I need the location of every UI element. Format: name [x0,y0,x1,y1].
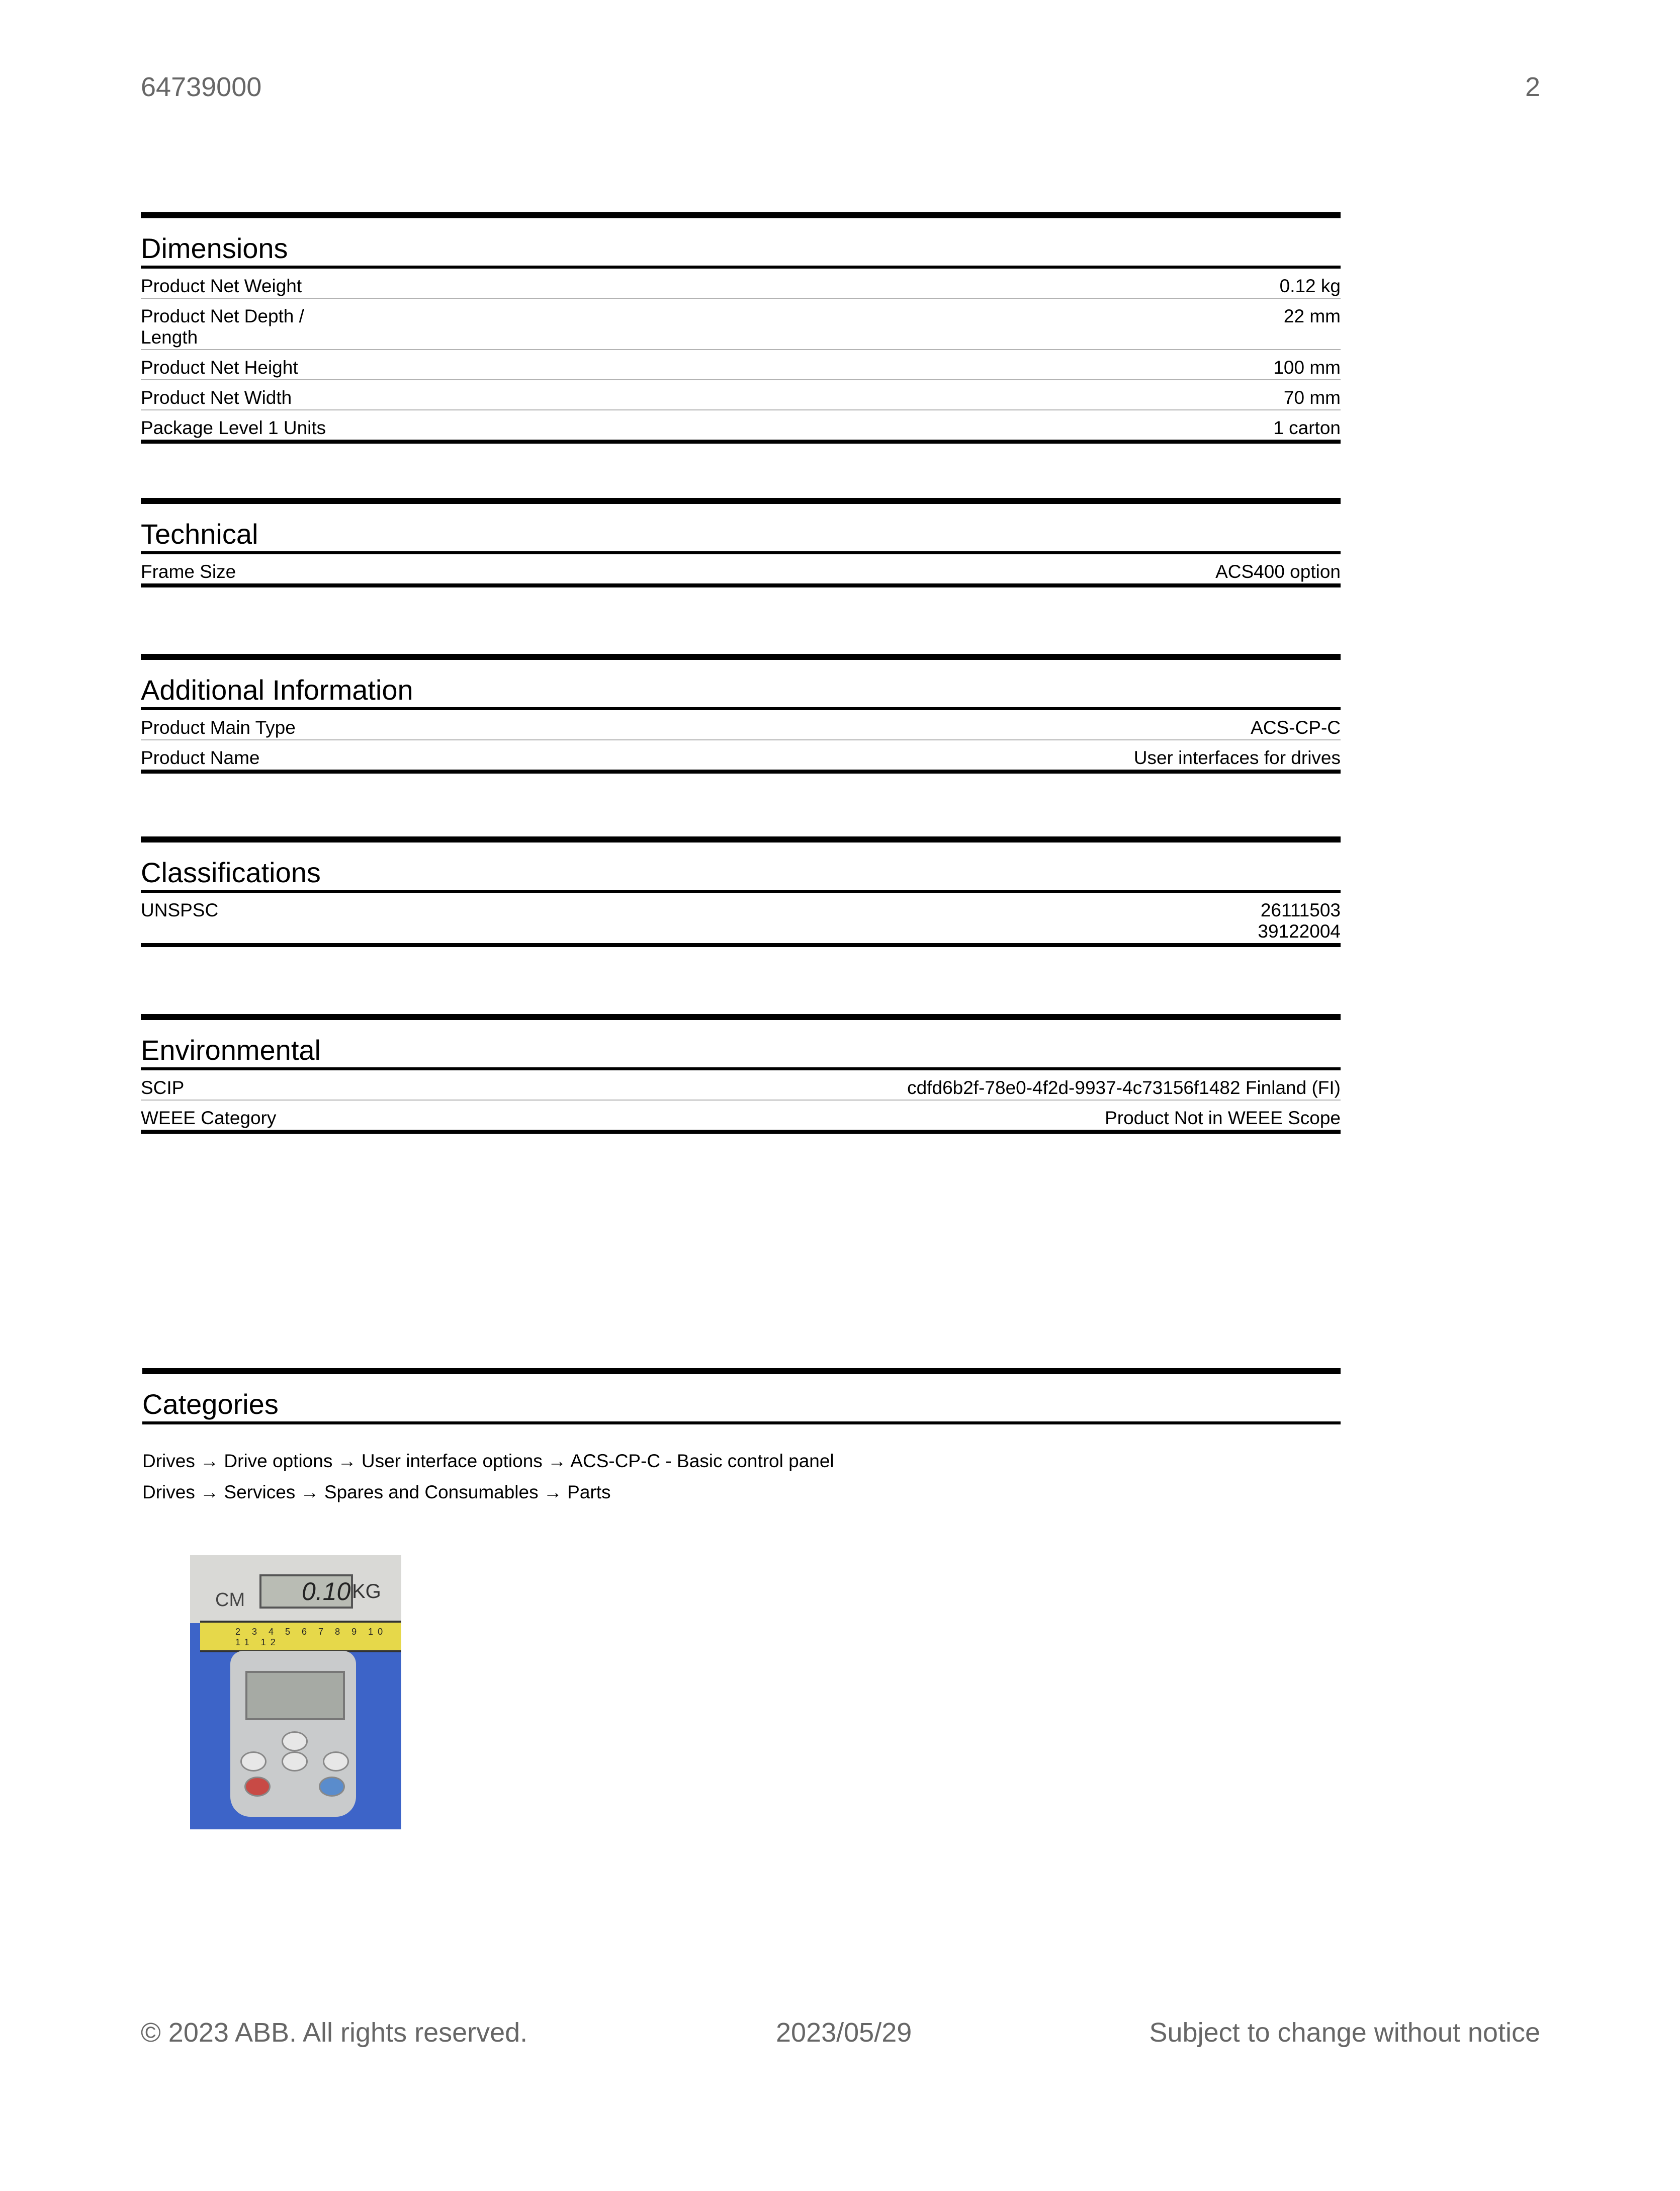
row-value: User interfaces for drives [1133,747,1341,768]
row-label: Product Main Type [141,717,296,738]
row-value: 0.12 kg [1279,276,1341,296]
device-screen [245,1671,345,1720]
right-button-icon [323,1751,349,1772]
row-label: Product Net Weight [141,276,302,296]
category-path: Drives → Drive options → User interface options → ACS-CP-C - Basic control panel [142,1451,834,1471]
row-label: Product Net Width [141,387,292,408]
section-title: Dimensions [141,232,288,264]
row-label: Package Level 1 Units [141,417,326,438]
row-value: 1 carton [1273,417,1341,438]
up-arrow-button-icon [282,1731,308,1751]
tape-unit: CM [215,1589,245,1611]
classifications-section [141,836,1341,947]
stop-button-icon [244,1777,271,1797]
additional-information-section [141,654,1341,774]
environmental-rows [141,1070,1341,1130]
section-title: Technical [141,518,258,550]
row-value: Product Not in WEEE Scope [1105,1108,1341,1128]
scale-lcd [259,1574,353,1609]
table-row [141,1101,1341,1130]
document-number: 64739000 [141,72,262,102]
section-top-rule [141,654,1341,660]
section-bottom-rule [141,770,1341,774]
change-notice: Subject to change without notice [1149,2017,1540,2048]
row-label: Product Name [141,747,260,768]
measuring-tape [200,1621,401,1652]
section-title: Additional Information [141,674,413,706]
section-top-rule [142,1368,1341,1374]
scale-reading: 0.10 [302,1577,351,1606]
row-value: cdfd6b2f-78e0-4f2d-9937-4c73156f1482 Finland (FI) [907,1077,1341,1098]
table-row [141,710,1341,740]
table-row [141,740,1341,770]
row-value: 22 mm [1283,306,1341,326]
page-number: 2 [1525,72,1540,102]
document-date: 2023/05/29 [776,2017,912,2048]
row-label: Product Net Depth / Length [141,306,304,348]
classifications-rows [141,893,1341,943]
technical-rows [141,554,1341,583]
row-label: Product Net Height [141,357,298,378]
down-arrow-button-icon [282,1751,308,1772]
row-label: WEEE Category [141,1108,277,1128]
row-value: ACS-CP-C [1251,717,1341,738]
section-title: Environmental [141,1034,321,1066]
section-title: Categories [142,1388,279,1420]
dimensions-rows [141,269,1341,440]
tape-ticks: 2 3 4 5 6 7 8 9 10 11 12 [235,1627,388,1647]
category-path: Drives → Services → Spares and Consumables → Parts [142,1482,611,1502]
table-row [141,893,1341,943]
table-row [141,410,1341,440]
table-row [141,269,1341,299]
section-title: Classifications [141,857,321,888]
section-bottom-rule [141,583,1341,587]
scale-display [190,1555,401,1623]
table-row [141,299,1341,350]
row-label: SCIP [141,1077,185,1098]
start-button-icon [319,1777,345,1797]
category-list [142,1451,1341,1513]
section-top-rule [141,498,1341,504]
table-row [141,554,1341,583]
additional-rows [141,710,1341,770]
left-button-icon [240,1751,267,1772]
scale-unit: KG [352,1580,381,1603]
table-row [141,350,1341,380]
row-label: Frame Size [141,561,236,582]
dimensions-section [141,212,1341,444]
environmental-section [141,1014,1341,1134]
section-top-rule [141,1014,1341,1020]
row-value: 100 mm [1273,357,1341,378]
categories-section [142,1368,1341,1513]
section-top-rule [141,836,1341,842]
section-bottom-rule [141,1130,1341,1134]
section-top-rule [141,212,1341,218]
section-title-rule [142,1421,1341,1424]
product-photo [190,1555,401,1829]
table-row [141,380,1341,410]
row-value: ACS400 option [1215,561,1341,582]
copyright-text: © 2023 ABB. All rights reserved. [141,2017,528,2048]
section-bottom-rule [141,943,1341,947]
row-label: UNSPSC [141,900,219,920]
technical-section [141,498,1341,587]
row-value: 26111503 39122004 [1258,900,1341,942]
section-bottom-rule [141,440,1341,444]
control-panel-device [230,1651,356,1817]
row-value: 70 mm [1283,387,1341,408]
table-row [141,1070,1341,1101]
